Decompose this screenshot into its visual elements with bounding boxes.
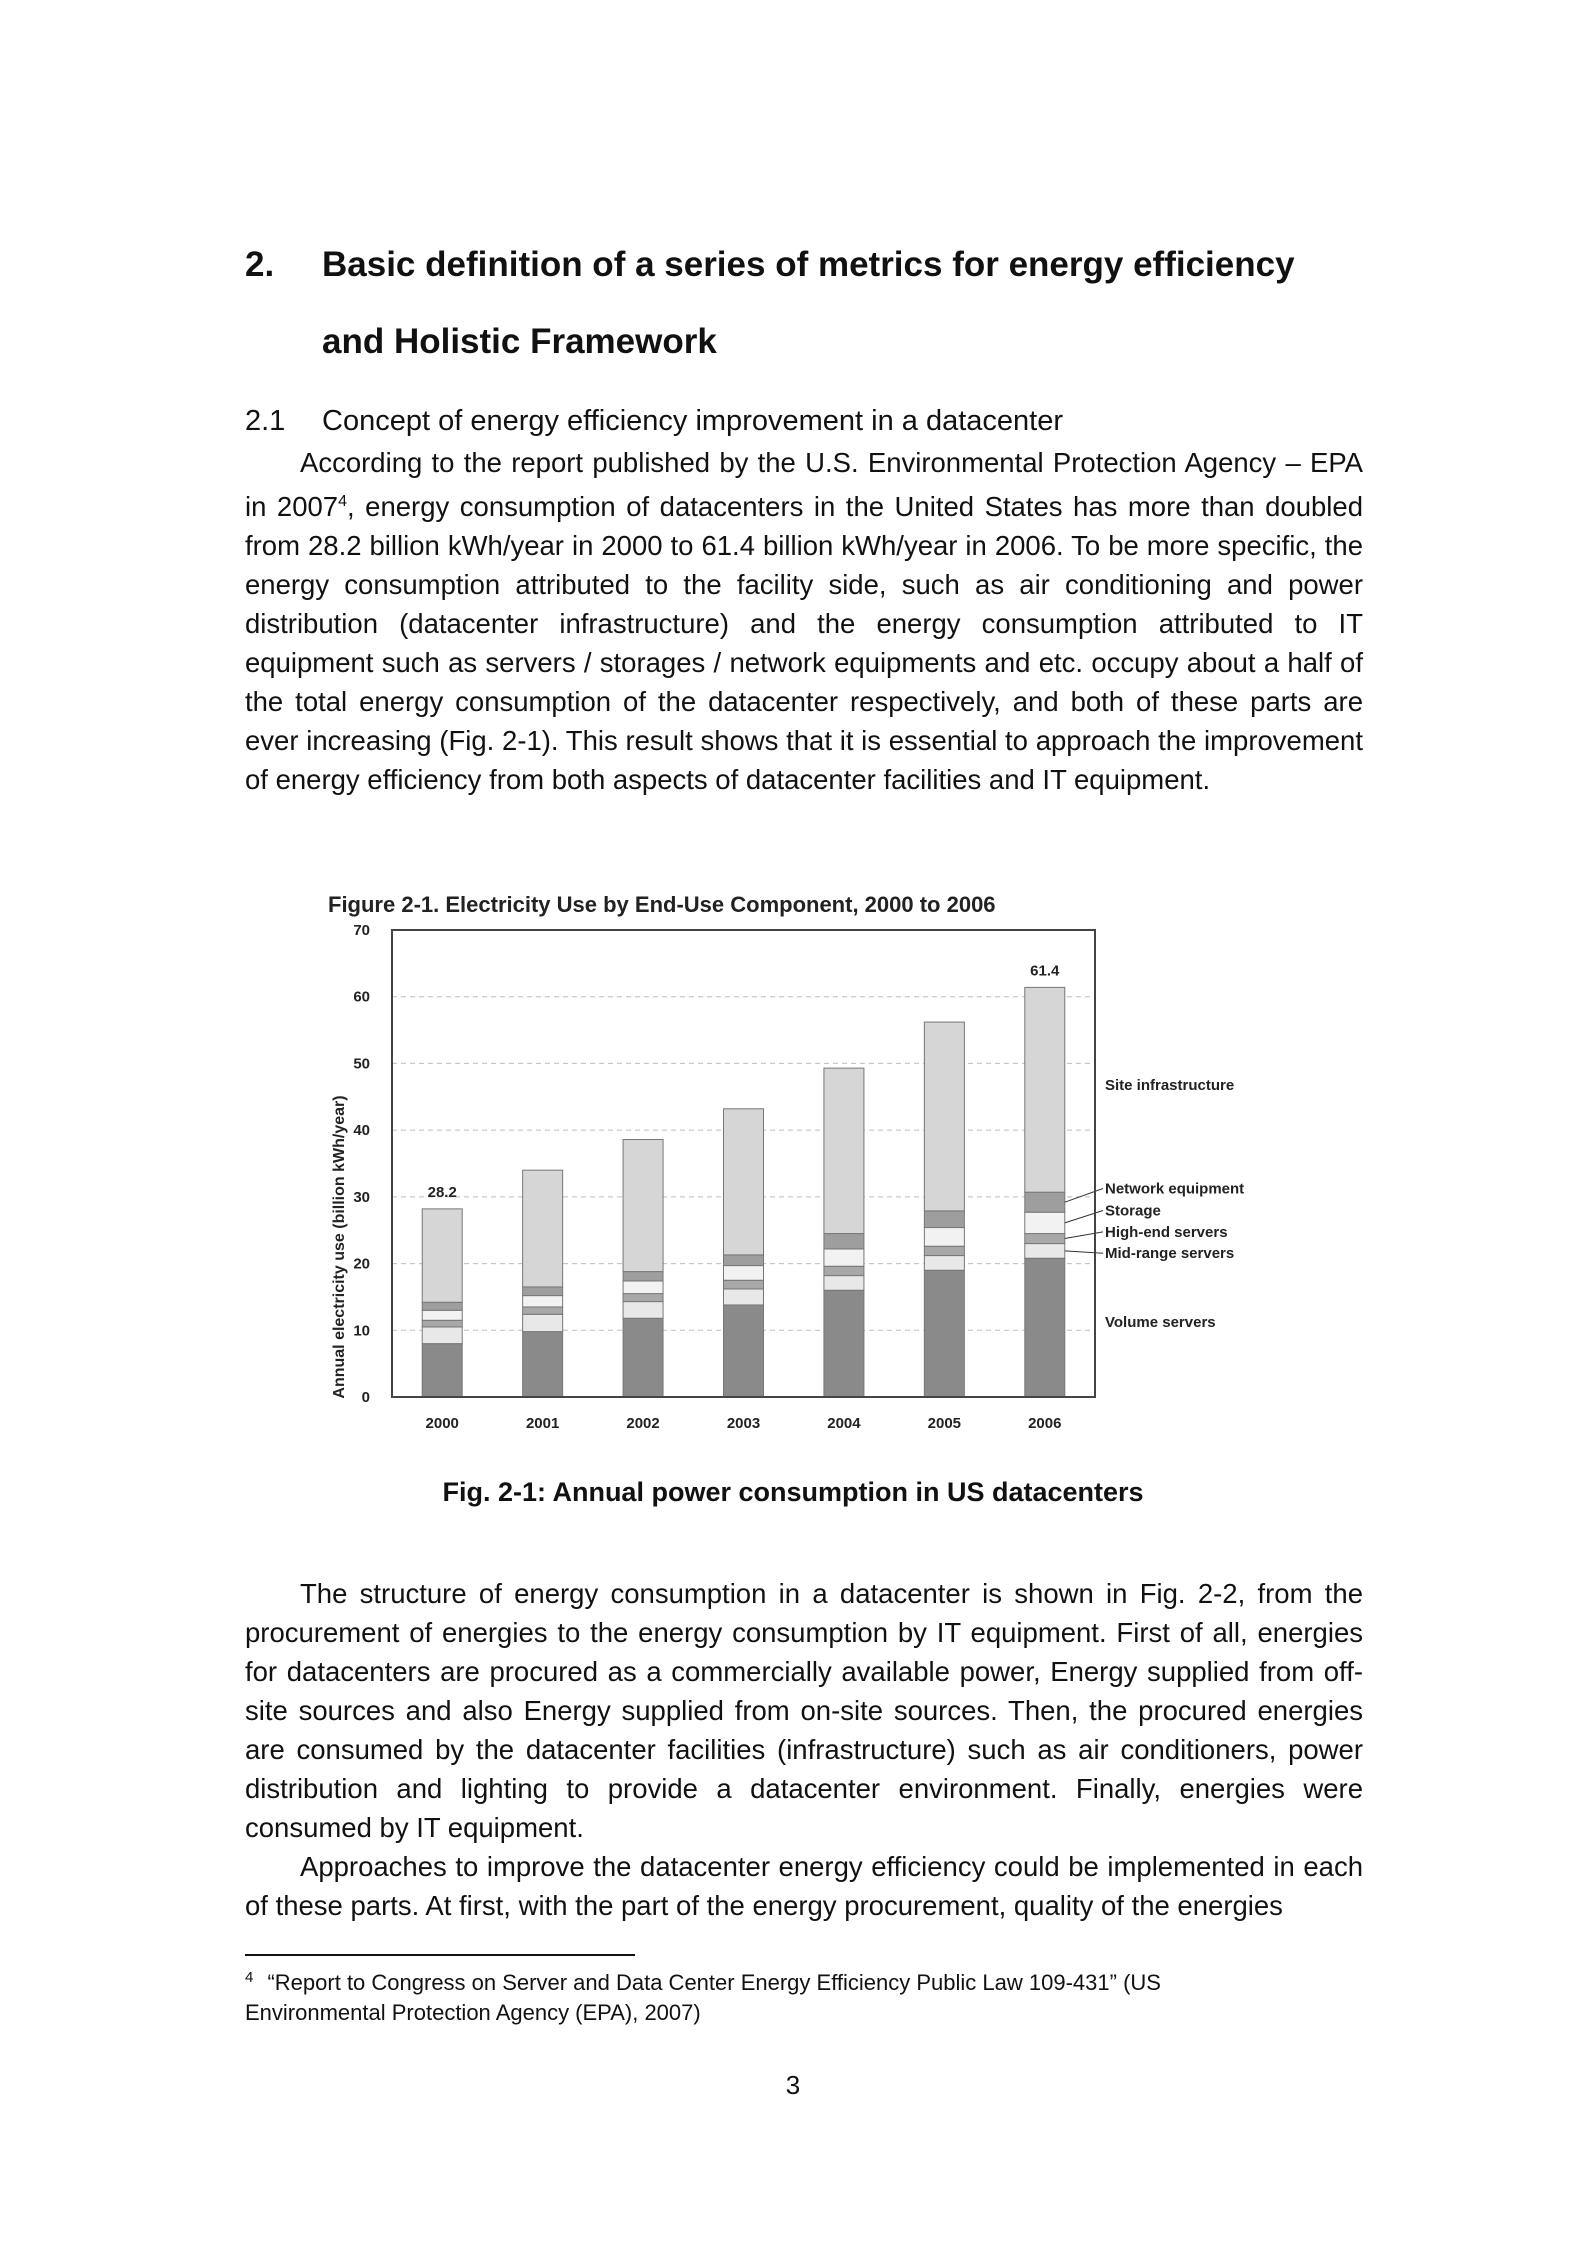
chart-background	[320, 885, 1280, 1435]
chart-bar-segment	[523, 1332, 563, 1397]
chart-bar-segment	[824, 1266, 864, 1275]
chart-bar-segment	[924, 1022, 964, 1211]
chart-bar-segment	[422, 1310, 462, 1320]
chart-bar-segment	[924, 1228, 964, 1247]
chart-bar-segment	[724, 1266, 764, 1281]
footnote	[245, 1963, 1255, 2028]
chart-y-tick-label: 10	[353, 1322, 370, 1340]
chart-y-tick-label: 40	[353, 1122, 370, 1140]
chart-legend-label: Storage	[1105, 1202, 1161, 1220]
chart-bar-segment	[623, 1139, 663, 1271]
chart-bar-segment	[824, 1068, 864, 1233]
chart-bar-segment	[1025, 1244, 1065, 1259]
footnote-marker: 4	[245, 1969, 254, 1986]
chart-bar-segment	[924, 1256, 964, 1271]
chart-x-tick-label: 2006	[1028, 1415, 1062, 1432]
chart-bar-segment	[924, 1211, 964, 1228]
chart-legend-label: Mid-range servers	[1105, 1245, 1235, 1263]
chart-bar-segment	[824, 1234, 864, 1249]
chart-bar-segment	[724, 1289, 764, 1305]
chart-bar-segment	[1025, 1258, 1065, 1397]
chart-legend-label: Volume servers	[1105, 1313, 1216, 1331]
chart-bar-segment	[1025, 1234, 1065, 1244]
chart-bar-segment	[523, 1307, 563, 1314]
chart-bar-segment	[1025, 987, 1065, 1192]
chart-bar-segment	[422, 1327, 462, 1344]
footnote-reference: 4	[338, 493, 348, 510]
chart-x-tick-label: 2001	[525, 1415, 560, 1432]
subsection-title: Concept of energy efficiency improvement in a datacenter	[322, 405, 1063, 437]
chart-x-tick-label: 2005	[927, 1415, 962, 1432]
figure-caption: Fig. 2-1: Annual power consumption in US datacenters	[442, 1477, 1144, 1507]
paragraph-1-text-b: , energy consumption of datacenters in the United States has more than doubled from 28.2 billion kWh/year in 2000 to 61.4 billion kWh/year in 2006. To be more specific, the energy consumption attributed to the facility side, such as air conditioning and power distribution (datacenter infrastructure) and the energy consumption attributed to IT equipment such as servers / storages / network equipments and etc. occupy about a half of the total energy consumption of the datacenter respectively, and both of these parts are ever increasing (Fig. 2-1). This result shows that it is essential to approach the improvement of energy efficiency from both aspects of datacenter facilities and IT equipment.	[245, 491, 1363, 796]
chart-bar-segment	[523, 1296, 563, 1307]
chart-legend-label: High-end servers	[1105, 1223, 1228, 1241]
chart-bar-segment	[924, 1270, 964, 1397]
section-number: 2.	[245, 245, 275, 284]
chart-legend-label: Network equipment	[1105, 1180, 1245, 1198]
paragraph-1	[245, 443, 1363, 799]
chart-x-tick-label: 2000	[425, 1415, 459, 1432]
electricity-use-chart	[320, 885, 1280, 1435]
subsection-number: 2.1	[245, 405, 286, 437]
chart-bar-segment	[422, 1209, 462, 1302]
chart-bar-segment	[924, 1246, 964, 1255]
page-number: 3	[785, 2070, 801, 2100]
chart-x-tick-label: 2003	[726, 1415, 761, 1432]
chart-bar-segment	[623, 1294, 663, 1302]
chart-bar-segment	[724, 1255, 764, 1266]
chart-y-tick-label: 30	[353, 1188, 370, 1206]
chart-y-tick-label: 70	[353, 922, 370, 939]
section-title-line1: Basic definition of a series of metrics for energy efficiency	[322, 245, 1295, 284]
footnote-text: “Report to Congress on Server and Data Center Energy Efficiency Public Law 109-431” (US Environmental Protection Agency (EPA), 2007)	[245, 1970, 1161, 2026]
chart-bar-segment	[523, 1170, 563, 1287]
chart-title: Figure 2-1. Electricity Use by End-Use Component, 2000 to 2006	[328, 892, 996, 917]
chart-bar-segment	[724, 1280, 764, 1289]
paragraph-1-text-a: According to the report published by the U.S. Environmental Protection Agency – EPA in 2007	[245, 447, 1363, 523]
chart-bar-segment	[623, 1318, 663, 1397]
chart-bar-segment	[523, 1314, 563, 1331]
chart-x-tick-label: 2004	[827, 1415, 861, 1432]
footnote-separator	[245, 1954, 635, 1956]
chart-bar-segment	[623, 1281, 663, 1294]
chart-bar-segment	[623, 1302, 663, 1319]
chart-bar-segment	[523, 1287, 563, 1296]
chart-data-label: 61.4	[1030, 962, 1060, 980]
chart-y-tick-label: 20	[353, 1255, 370, 1273]
section-title-line2: and Holistic Framework	[322, 322, 717, 361]
chart-bar-segment	[724, 1305, 764, 1397]
chart-bar-segment	[1025, 1192, 1065, 1212]
paragraph-2-container	[245, 1574, 1363, 1925]
paragraph-3: Approaches to improve the datacenter energy efficiency could be implemented in each of these parts. At first, with the part of the energy procurement, quality of the energies	[245, 1851, 1363, 1921]
chart-bar-segment	[422, 1302, 462, 1310]
chart-bar-segment	[824, 1290, 864, 1397]
chart-bar-segment	[824, 1249, 864, 1266]
chart-bar-segment	[724, 1109, 764, 1255]
chart-bar-segment	[422, 1320, 462, 1327]
chart-x-tick-label: 2002	[626, 1415, 660, 1432]
chart-data-label: 28.2	[427, 1183, 457, 1201]
chart-bar-segment	[1025, 1212, 1065, 1233]
chart-y-tick-label: 50	[353, 1055, 370, 1073]
chart-bar-segment	[422, 1344, 462, 1397]
chart-legend-label: Site infrastructure	[1105, 1077, 1235, 1095]
chart-y-tick-label: 0	[361, 1389, 370, 1406]
chart-y-axis-label: Annual electricity use (billion kWh/year)	[331, 1095, 348, 1399]
paragraph-2: The structure of energy consumption in a datacenter is shown in Fig. 2-2, from the procurement of energies to the energy consumption by IT equipment. First of all, energies for datacenters are procured as a commercially available power, Energy supplied from off-site sources and also Energy supplied from on-site sources. Then, the procured energies are consumed by the datacenter facilities (infrastructure) such as air conditioners, power distribution and lighting to provide a datacenter environment. Finally, energies were consumed by IT equipment.	[245, 1578, 1363, 1843]
chart-bar-segment	[824, 1276, 864, 1291]
chart-bar-segment	[623, 1272, 663, 1281]
chart-y-tick-label: 60	[353, 988, 370, 1006]
